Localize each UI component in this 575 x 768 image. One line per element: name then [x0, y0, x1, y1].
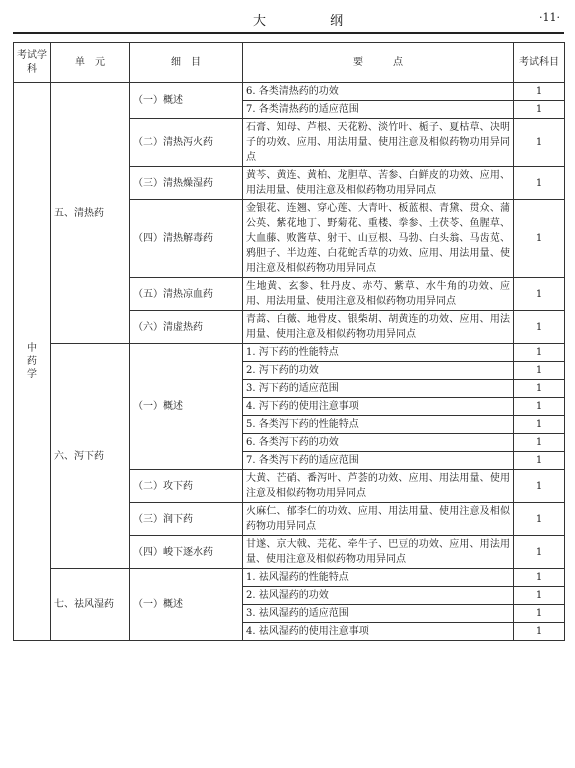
level-cell: 1: [514, 470, 565, 503]
item-cell: （二）清热泻火药: [130, 119, 243, 167]
point-cell: 1. 祛风湿药的性能特点: [243, 569, 514, 587]
level-cell: 1: [514, 503, 565, 536]
page-header: [13, 6, 564, 34]
item-cell: （三）清热燥湿药: [130, 167, 243, 200]
item-cell: （六）清虚热药: [130, 311, 243, 344]
col-header-points: 要 点: [243, 43, 514, 83]
point-cell: 5. 各类泻下药的性能特点: [243, 416, 514, 434]
page-number: ·11·: [539, 11, 560, 24]
item-cell: （一）概述: [130, 344, 243, 470]
item-cell: （四）清热解毒药: [130, 200, 243, 278]
table-body: [14, 83, 565, 641]
level-cell: 1: [514, 167, 565, 200]
unit-cell: 七、祛风湿药: [51, 569, 130, 641]
point-cell: 金银花、连翘、穿心莲、大青叶、板蓝根、青黛、贯众、蒲公英、紫花地丁、野菊花、重楼、拳参、土茯苓、鱼腥草、大血藤、败酱草、射干、山豆根、马勃、白头翁、马齿苋、鸦胆子、半边莲、白花蛇舌草的功效、应用、用法用量、使用注意及相似药物功用异同点: [243, 200, 514, 278]
level-cell: 1: [514, 119, 565, 167]
point-cell: 石膏、知母、芦根、天花粉、淡竹叶、栀子、夏枯草、决明子的功效、应用、用法用量、使用注意及相似药物功用异同点: [243, 119, 514, 167]
point-cell: 1. 泻下药的性能特点: [243, 344, 514, 362]
point-cell: 3. 祛风湿药的适应范围: [243, 605, 514, 623]
level-cell: 1: [514, 452, 565, 470]
level-cell: 1: [514, 416, 565, 434]
point-cell: 7. 各类泻下药的适应范围: [243, 452, 514, 470]
point-cell: 火麻仁、郁李仁的功效、应用、用法用量、使用注意及相似药物功用异同点: [243, 503, 514, 536]
point-cell: 黄芩、黄连、黄柏、龙胆草、苦参、白鲜皮的功效、应用、用法用量、使用注意及相似药物功用异同点: [243, 167, 514, 200]
item-cell: （一）概述: [130, 569, 243, 641]
level-cell: 1: [514, 434, 565, 452]
table-row: [14, 344, 565, 362]
table-row: [14, 83, 565, 101]
point-cell: 大黄、芒硝、番泻叶、芦荟的功效、应用、用法用量、使用注意及相似药物功用异同点: [243, 470, 514, 503]
point-cell: 4. 泻下药的使用注意事项: [243, 398, 514, 416]
level-cell: 1: [514, 200, 565, 278]
level-cell: 1: [514, 605, 565, 623]
unit-cell: 六、泻下药: [51, 344, 130, 569]
item-cell: （三）润下药: [130, 503, 243, 536]
item-cell: （二）攻下药: [130, 470, 243, 503]
point-cell: 甘遂、京大戟、芫花、牵牛子、巴豆的功效、应用、用法用量、使用注意及相似药物功用异同点: [243, 536, 514, 569]
level-cell: 1: [514, 83, 565, 101]
point-cell: 6. 各类清热药的功效: [243, 83, 514, 101]
level-cell: 1: [514, 311, 565, 344]
level-cell: 1: [514, 101, 565, 119]
level-cell: 1: [514, 569, 565, 587]
point-cell: 生地黄、玄参、牡丹皮、赤芍、紫草、水牛角的功效、应用、用法用量、使用注意及相似药物功用异同点: [243, 278, 514, 311]
table-row: [14, 569, 565, 587]
point-cell: 2. 泻下药的功效: [243, 362, 514, 380]
point-cell: 7. 各类清热药的适应范围: [243, 101, 514, 119]
unit-cell: 五、清热药: [51, 83, 130, 344]
item-cell: （五）清热凉血药: [130, 278, 243, 311]
level-cell: 1: [514, 536, 565, 569]
level-cell: 1: [514, 587, 565, 605]
point-cell: 4. 祛风湿药的使用注意事项: [243, 623, 514, 641]
point-cell: 2. 祛风湿药的功效: [243, 587, 514, 605]
level-cell: 1: [514, 623, 565, 641]
level-cell: 1: [514, 362, 565, 380]
item-cell: （四）峻下逐水药: [130, 536, 243, 569]
col-header-subject: 考试学科: [14, 43, 51, 83]
level-cell: 1: [514, 344, 565, 362]
level-cell: 1: [514, 278, 565, 311]
col-header-level: 考试科目: [514, 43, 565, 83]
subject-label: 中药学: [27, 342, 37, 380]
header-title: 大 纲: [253, 14, 374, 29]
table-header-row: [14, 43, 565, 83]
syllabus-table: [13, 42, 565, 641]
col-header-item: 细 目: [130, 43, 243, 83]
point-cell: 6. 各类泻下药的功效: [243, 434, 514, 452]
point-cell: 3. 泻下药的适应范围: [243, 380, 514, 398]
col-header-unit: 单 元: [51, 43, 130, 83]
subject-cell: [14, 83, 51, 641]
level-cell: 1: [514, 398, 565, 416]
item-cell: （一）概述: [130, 83, 243, 119]
point-cell: 青蒿、白薇、地骨皮、银柴胡、胡黄连的功效、应用、用法用量、使用注意及相似药物功用异同点: [243, 311, 514, 344]
level-cell: 1: [514, 380, 565, 398]
